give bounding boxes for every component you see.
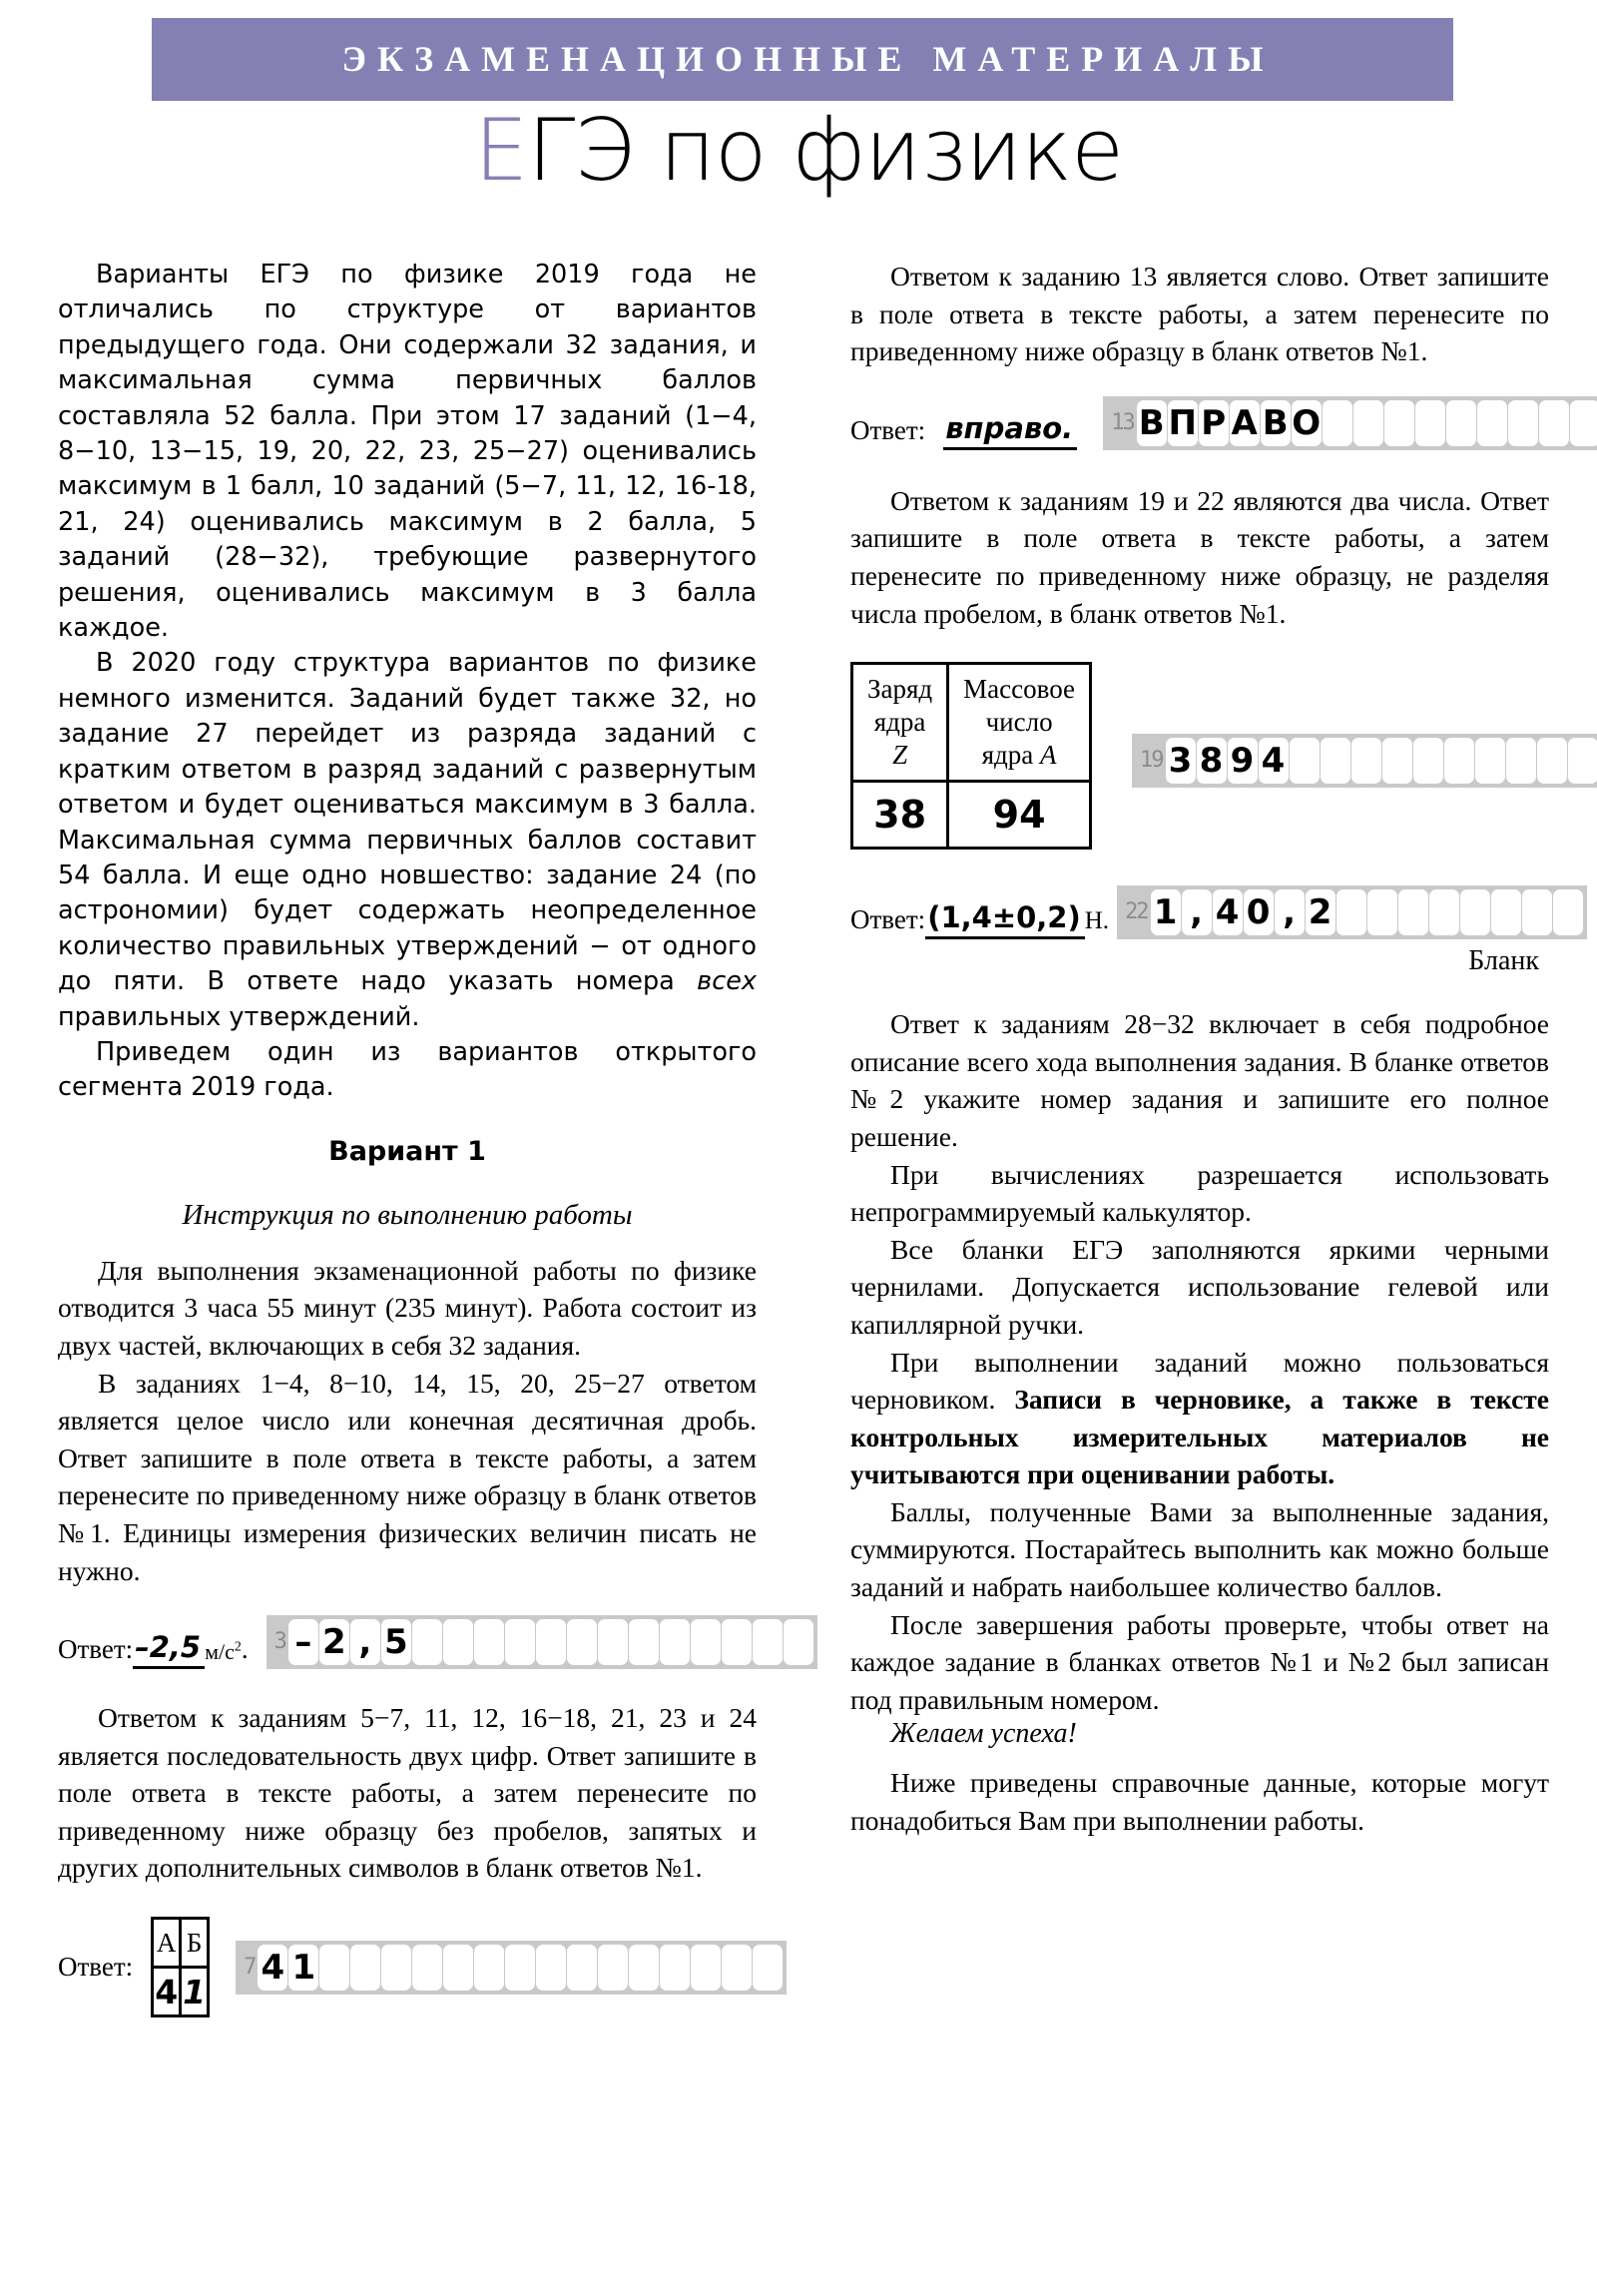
- blank-strip-task-22: [1117, 885, 1587, 939]
- blank-cell: [660, 1945, 690, 1991]
- blank-cell: [505, 1619, 535, 1665]
- instruction-paragraph-1: Для выполнения экзаменационной работы по физике отводится 3 часа 55 минут (235 минут). Работа состоит из двух частей, включающих в себя 32 задания.: [58, 1254, 757, 1361]
- blank-cell: 4: [1213, 889, 1243, 935]
- table-row: [852, 782, 1091, 849]
- blank-cell: [319, 1945, 349, 1991]
- blank-cell: 4: [258, 1945, 287, 1991]
- variant-heading: Вариант 1: [328, 1135, 486, 1167]
- blank-cell: [1351, 738, 1381, 784]
- blank-cell: [505, 1945, 535, 1991]
- blank-cell: [629, 1619, 659, 1665]
- blank-cell: [412, 1619, 442, 1665]
- blank-cell: [629, 1945, 659, 1991]
- answer-sample-task-3: [58, 1615, 757, 1669]
- page-title-rest: ГЭ по физике: [527, 101, 1124, 201]
- instruction-paragraph-3: Ответом к заданиям 5−7, 11, 12, 16−18, 21, 23 и 24 является последовательность двух цифр. Ответ запишите в поле ответа в тексте работы, а затем перенесите по приведенному ниже образцу без пробелов, запятых и других дополнительных символов в бланк ответов №1.: [58, 1702, 757, 1884]
- blank-cell: [1398, 889, 1428, 935]
- blank-cell: [443, 1619, 473, 1665]
- table-row: [153, 1919, 209, 1968]
- blank-cell: [1415, 400, 1445, 446]
- blank-cell: [536, 1945, 566, 1991]
- blank-cell: [1353, 400, 1383, 446]
- blank-cell: [598, 1619, 628, 1665]
- table-row: [153, 1968, 209, 2016]
- right-paragraph-4: При вычислениях разрешается использовать непрограммируемый калькулятор.: [850, 1158, 1549, 1228]
- blank-cell: [1477, 400, 1507, 446]
- blank-cell: 2: [319, 1619, 349, 1665]
- blank-cell: [1491, 889, 1521, 935]
- blank-cell: [443, 1945, 473, 1991]
- blank-cell: В: [1137, 400, 1167, 446]
- blank-cell: ,: [1275, 889, 1305, 935]
- blank-cell: [1537, 738, 1567, 784]
- masthead-title: ЭКЗАМЕНАЦИОННЫЕ МАТЕРИАЛЫ: [341, 39, 1275, 79]
- right-column: [850, 258, 1549, 1840]
- intro-p2-pre: В 2020 году структура вариантов по физике немного изменится. Заданий будет также 32, но задание 27 перейдет из разряда заданий с кратким ответом в разряд заданий с развернутым ответом и будет оцениваться максимум в 3 балла. Максимальная сумма первичных баллов составит 54 балла. И еще одно новшество: задание 24 (по астрономии) будет содержать неопределенное количество правильных утверждений − от одного до пяти. В ответе надо указать номера: [58, 648, 757, 997]
- blank-cell: 4: [1259, 738, 1289, 784]
- nucleus-header-mass-line1: Массовое: [963, 674, 1076, 705]
- nucleus-table: [850, 662, 1092, 850]
- blank-cell: 0: [1244, 889, 1274, 935]
- intro-paragraph-3: Приведем один из вариантов открытого сегмента 2019 года.: [58, 1036, 757, 1103]
- right-paragraph-8: После завершения работы проверьте, чтобы ответ на каждое задание в бланках ответов №1 и №2 был записан под правильным номером.: [850, 1608, 1549, 1715]
- ab-header-a: А: [153, 1919, 181, 1968]
- nucleus-header-mass: [948, 664, 1091, 782]
- blank-cell: [1367, 889, 1397, 935]
- answer-handwritten-value: (1,4±0,2): [925, 900, 1085, 939]
- blank-cell: [753, 1945, 783, 1991]
- answer-unit-text: м/с: [205, 1639, 235, 1665]
- ab-value-b: 1: [181, 1968, 209, 2016]
- nucleus-value-charge: 38: [852, 782, 948, 849]
- nucleus-header-charge-line1: Заряд: [867, 674, 933, 705]
- blank-cell: 3: [1166, 738, 1196, 784]
- right-paragraph-5: Все бланки ЕГЭ заполняются яркими черными чернилами. Допускается использование гелевой или капиллярной ручки.: [850, 1233, 1549, 1340]
- nucleus-answer-block: [850, 662, 1549, 850]
- answer-label: Ответ:: [58, 1634, 134, 1665]
- blank-cell: 2: [1306, 889, 1335, 935]
- right-paragraph-7: Баллы, полученные Вами за выполненные задания, суммируются. Постарайтесь выполнить как можно больше заданий и набрать наибольшее количество баллов.: [850, 1495, 1549, 1603]
- blank-cell: [474, 1619, 504, 1665]
- blank-cell: [536, 1619, 566, 1665]
- blank-cell: ,: [350, 1619, 380, 1665]
- blank-strip-task-7: [236, 1941, 787, 1995]
- right-p6-pre: При выполнении заданий можно пользоваться черновиком.: [850, 1346, 1549, 1416]
- blank-cell: 1: [1151, 889, 1181, 935]
- blank-cell: [753, 1619, 783, 1665]
- blank-cell: ,: [1182, 889, 1212, 935]
- blank-cell: [660, 1619, 690, 1665]
- blank-cell: [1460, 889, 1490, 935]
- nucleus-header-charge-symbol: Z: [892, 740, 908, 771]
- ab-value-a: 4: [153, 1968, 181, 2016]
- blank-cell: А: [1230, 400, 1260, 446]
- blank-cell: [567, 1619, 597, 1665]
- answer-trailing-dot: .: [241, 1634, 249, 1665]
- blank-cell: [1570, 400, 1597, 446]
- answer-label: Ответ:: [58, 1952, 134, 1983]
- wish-line: Желаем успеха!: [890, 1718, 1077, 1750]
- intro-p2-emphasis: всех: [697, 966, 757, 997]
- blank-cell: [722, 1945, 752, 1991]
- nucleus-header-charge: [852, 664, 948, 782]
- nucleus-header-mass-line3: ядра A: [981, 740, 1057, 771]
- intro-paragraph-1: Варианты ЕГЭ по физике 2019 года не отличались по структуре от вариантов предыдущего года. Они содержали 32 задания, и максимальная сумма первичных баллов составляла 52 балла. При этом 17 заданий (1−4, 8−10, 13−15, 19, 20, 22, 23, 25−27) оценивались максимум в 1 балл, 10 заданий (5−7, 11, 12, 16-18, 21, 24) оценивались максимум в 2 балла, 5 заданий (28−32), требующие развернутого решения, оценивались максимум в 3 балла каждое.: [58, 260, 757, 644]
- answer-label: Ответ:: [850, 904, 926, 935]
- blank-cell: [1382, 738, 1412, 784]
- blank-task-number: 3: [273, 1629, 285, 1655]
- blank-cell: [1336, 889, 1366, 935]
- blank-cell: [1553, 889, 1583, 935]
- blank-caption: Бланк: [1468, 945, 1539, 977]
- blank-cell: [412, 1945, 442, 1991]
- blank-cell: [691, 1619, 721, 1665]
- blank-cell: Р: [1199, 400, 1229, 446]
- nucleus-header-charge-line2: ядра: [873, 707, 926, 738]
- blank-cell: [1444, 738, 1474, 784]
- answer-handwritten-value: –2,5: [133, 1630, 205, 1669]
- blank-cell: [1568, 738, 1597, 784]
- table-row: [852, 664, 1091, 782]
- blank-cell: [350, 1945, 380, 1991]
- right-paragraph-2: Ответом к заданиям 19 и 22 являются два числа. Ответ запишите в поле ответа в тексте работы, а затем перенесите по приведенному ниже образцу, не разделяя числа пробелом, в бланк ответов №1.: [850, 484, 1549, 629]
- instruction-heading: Инструкция по выполнению работы: [182, 1198, 633, 1231]
- blank-cell: 5: [381, 1619, 411, 1665]
- answer-sample-task-7: [58, 1917, 757, 2017]
- blank-cell: 9: [1228, 738, 1258, 784]
- page-title-accent-letter: Е: [473, 101, 528, 201]
- left-column: [58, 258, 757, 2017]
- blank-cell: [1539, 400, 1569, 446]
- answer-unit: [205, 1639, 242, 1669]
- blank-task-number: 19: [1140, 748, 1163, 774]
- blank-strip-task-13: [1103, 396, 1597, 450]
- intro-p2-post: правильных утверждений.: [58, 1001, 420, 1032]
- right-paragraph-1: Ответом к заданию 13 является слово. Ответ запишите в поле ответа в тексте работы, а затем перенесите по приведенному ниже образцу в бланк ответов №1.: [850, 261, 1549, 367]
- instruction-paragraph-2: В заданиях 1−4, 8−10, 14, 15, 20, 25−27 ответом является целое число или конечная десятичная дробь. Ответ запишите в поле ответа в тексте работы, а затем перенесите по приведенному ниже образцу в бланк ответов №1. Единицы измерения физических величин писать не нужно.: [58, 1367, 757, 1586]
- right-paragraph-3: Ответ к заданиям 28−32 включает в себя подробное описание всего хода выполнения задания. В бланке ответов №2 укажите номер задания и запишите его полное решение.: [850, 1008, 1549, 1152]
- blank-cell: П: [1168, 400, 1198, 446]
- blank-cell: [1323, 400, 1352, 446]
- blank-cell: [1506, 738, 1536, 784]
- blank-cell: –: [288, 1619, 318, 1665]
- blank-task-number: 22: [1125, 899, 1148, 925]
- blank-cell: [381, 1945, 411, 1991]
- right-paragraph-6: [850, 1344, 1549, 1493]
- right-paragraph-9: Ниже приведены справочные данные, которые могут понадобиться Вам при выполнении работы.: [850, 1767, 1549, 1837]
- page-title: [0, 101, 1597, 201]
- blank-task-number: 13: [1111, 409, 1134, 435]
- blank-cell: [1522, 889, 1552, 935]
- blank-cell: [598, 1945, 628, 1991]
- blank-cell: [1290, 738, 1320, 784]
- answer-sample-task-22: [850, 885, 1549, 939]
- blank-cell: [1508, 400, 1538, 446]
- masthead-banner: [152, 18, 1453, 101]
- blank-cell: [784, 1619, 813, 1665]
- nucleus-value-mass: 94: [948, 782, 1091, 849]
- blank-cell: [722, 1619, 752, 1665]
- answer-unit-exponent: 2: [234, 1639, 242, 1655]
- blank-task-number: 7: [244, 1954, 256, 1980]
- answer-ab-table: [151, 1917, 210, 2017]
- blank-cell: [567, 1945, 597, 1991]
- blank-cell: [691, 1945, 721, 1991]
- blank-cell: [1413, 738, 1443, 784]
- answer-label: Ответ:: [850, 414, 926, 445]
- intro-paragraph-2: [58, 646, 757, 1034]
- blank-cell: 8: [1197, 738, 1227, 784]
- right-p6-bold: Записи в черновике, а также в тексте контрольных измерительных материалов не учитываются при оценивании работы.: [850, 1384, 1549, 1490]
- blank-strip-task-3: [266, 1615, 817, 1669]
- blank-cell: 1: [288, 1945, 318, 1991]
- blank-strip-task-19: [1132, 734, 1597, 788]
- ab-header-b: Б: [181, 1919, 209, 1968]
- blank-cell: [474, 1945, 504, 1991]
- answer-unit: Н.: [1084, 907, 1110, 935]
- blank-cell: [1446, 400, 1476, 446]
- blank-cell: [1429, 889, 1459, 935]
- answer-handwritten-value: вправо.: [943, 411, 1077, 450]
- nucleus-header-mass-line2: число: [985, 707, 1053, 738]
- blank-cell: [1475, 738, 1505, 784]
- blank-cell: В: [1261, 400, 1291, 446]
- answer-sample-task-13: [850, 396, 1549, 450]
- blank-cell: [1321, 738, 1350, 784]
- blank-cell: О: [1292, 400, 1322, 446]
- blank-cell: [1384, 400, 1414, 446]
